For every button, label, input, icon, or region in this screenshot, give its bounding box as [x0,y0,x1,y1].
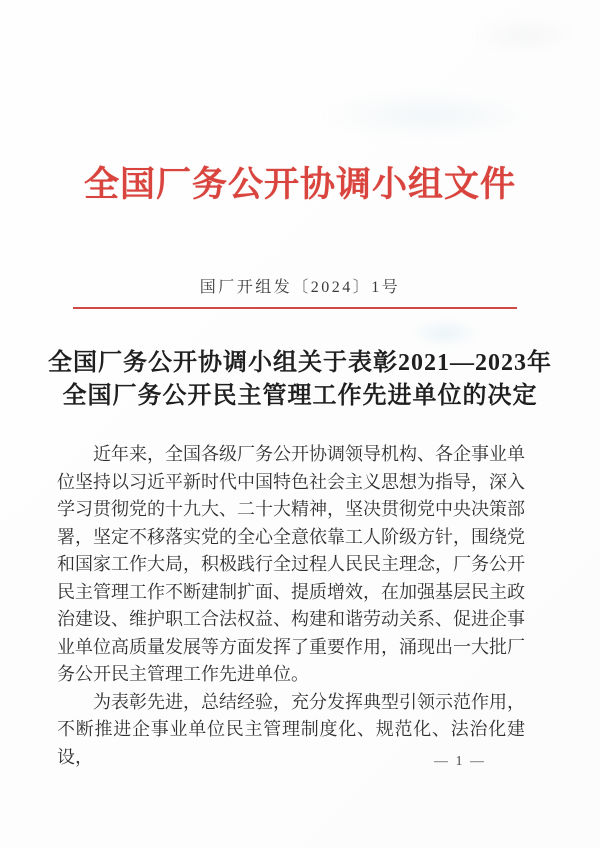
body-paragraph: 为表彰先进，总结经验，充分发挥典型引领示范作用，不断推进企事业单位民主管理制度化、规范化、法治化建设， [57,691,525,767]
document-title-line-2: 全国厂务公开民主管理工作先进单位的决定 [62,383,538,409]
scan-bleed-artifact [470,15,580,55]
page-number: — 1 — [434,754,486,769]
red-divider-line [73,307,517,309]
scan-bleed-artifact [410,318,480,348]
document-title [30,347,570,413]
scan-bleed-artifact [320,90,540,140]
document-banner-title: 全国厂务公开协调小组文件 [83,165,516,204]
body-paragraph: 近年来，全国各级厂务公开协调领导机构、各企事业单位坚持以习近平新时代中国特色社会主义思想为指导，深入学习贯彻党的十九大、二十大精神，坚决贯彻党中央决策部署，坚定不移落实党的全心全意依靠工人阶级方针，围绕党和国家工作大局，积极践行全过程人民民主理念，厂务公开民主管理工作不断建制扩面、提质增效，在加强基层民主政治建设、维护职工合法权益、构建和谐劳动关系、促进企事业单位高质量发展等方面发挥了重要作用，涌现出一大批厂务公开民主管理工作先进单位。 [57,444,525,684]
document-number: 国厂开组发〔2024〕1号 [199,279,401,296]
document-title-line-1: 全国厂务公开协调小组关于表彰2021—2023年 [48,350,552,376]
document-body [57,441,525,771]
